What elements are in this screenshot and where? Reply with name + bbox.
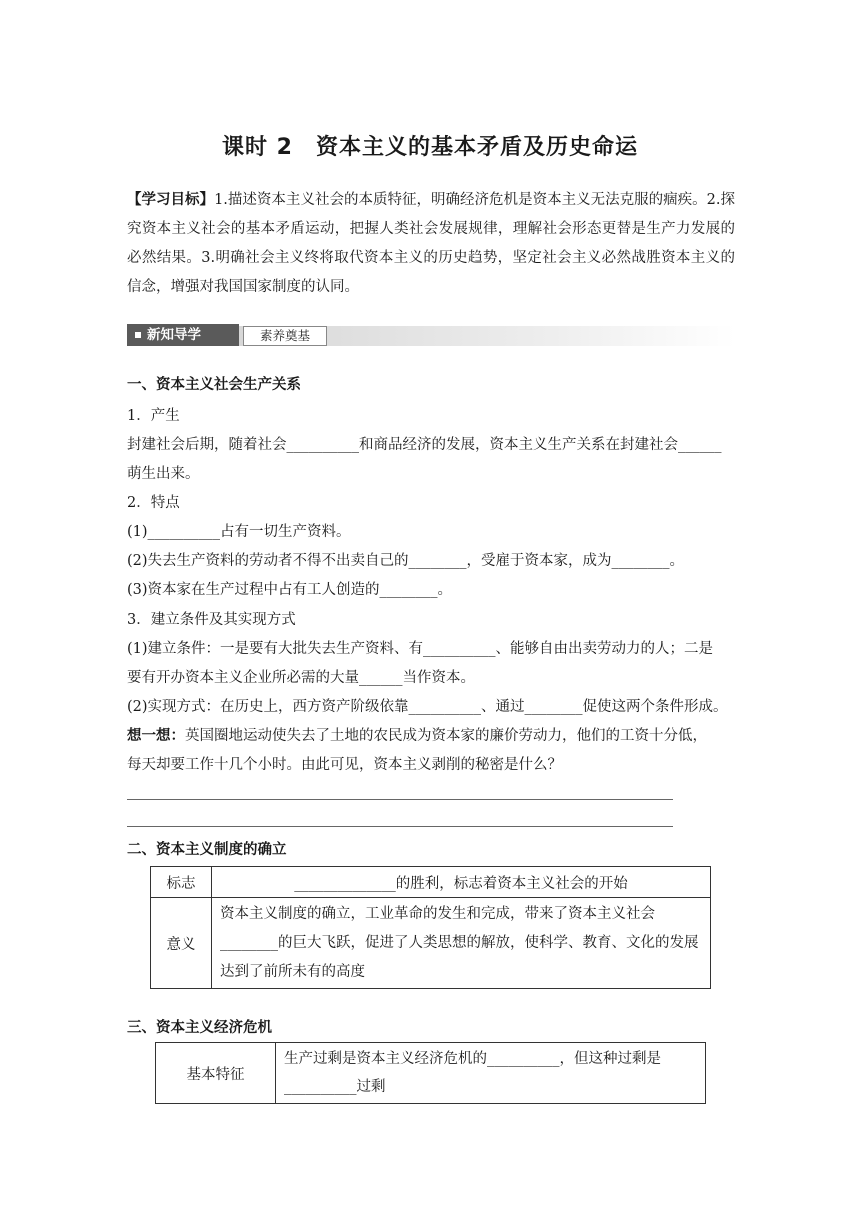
section1-line: (1)建立条件：一是要有大批失去生产资料、有__________、能够自由出卖劳动力的人；二是 [127, 641, 714, 657]
banner-foundation: 素养奠基 [243, 326, 327, 346]
learning-objectives [127, 185, 735, 302]
table-content-cell: ______________的胜利，标志着资本主义社会的开始 [212, 867, 711, 898]
crisis-table [155, 1042, 706, 1104]
objective-text: 1.描述资本主义社会的本质特征，明确经济危机是资本主义无法克服的痼疾。2.探究资本主义社会的基本矛盾运动，把握人类社会发展规律，理解社会形态更替是生产力发展的必然结果。3.明确社会主义终将取代资本主义的历史趋势，坚定社会主义必然战胜资本主义的信念，增强对我国国家制度的认同。 [127, 192, 736, 295]
answer-line [127, 799, 673, 800]
section1-line: 封建社会后期，随着社会__________和商品经济的发展，资本主义生产关系在封建社会______ [127, 437, 722, 453]
banner-dark-label: 新知导学 [147, 327, 201, 343]
section3-heading: 三、资本主义经济危机 [127, 1020, 272, 1036]
banner-new-knowledge [127, 324, 239, 346]
section1-line: 1．产生 [127, 408, 180, 424]
table-row [156, 1043, 706, 1104]
section1-line: (1)__________占有一切生产资料。 [127, 524, 351, 540]
section1-line: (2)实现方式：在历史上，西方资产阶级依靠__________、通过________促使这两个条件形成。 [127, 699, 728, 715]
table-label-cell: 标志 [151, 867, 212, 898]
think-question-line1 [127, 724, 737, 745]
think-text: 英国圈地运动使失去了土地的农民成为资本家的廉价劳动力，他们的工资十分低， [185, 728, 707, 744]
think-question-line2: 每天却要工作十几个小时。由此可见，资本主义剥削的秘密是什么？ [127, 757, 562, 773]
table-label-cell: 意义 [151, 898, 212, 989]
section1-heading: 一、资本主义社会生产关系 [127, 377, 301, 393]
section-banner [127, 322, 735, 348]
objective-label: 【学习目标】 [127, 191, 215, 208]
think-label: 想一想： [127, 727, 185, 744]
establishment-table [150, 866, 711, 989]
section1-line: (3)资本家在生产过程中占有工人创造的________。 [127, 582, 453, 598]
section1-line: 萌生出来。 [127, 466, 200, 482]
table-label-cell: 基本特征 [156, 1043, 276, 1104]
table-row [151, 867, 711, 898]
table-content-cell: 资本主义制度的确立，工业革命的发生和完成，带来了资本主义社会________的巨大飞跃，促进了人类思想的解放，使科学、教育、文化的发展达到了前所未有的高度 [212, 898, 711, 989]
answer-line [127, 826, 673, 827]
table-content-cell: 生产过剩是资本主义经济危机的__________，但这种过剩是__________过剩 [276, 1043, 706, 1104]
section1-line: 2．特点 [127, 495, 180, 511]
square-bullet-icon [135, 332, 141, 338]
section1-line: (2)失去生产资料的劳动者不得不出卖自己的________，受雇于资本家，成为________。 [127, 553, 685, 569]
section1-line: 要有开办资本主义企业所必需的大量______当作资本。 [127, 670, 475, 686]
section1-line: 3．建立条件及其实现方式 [127, 612, 296, 628]
lesson-title: 课时 2 资本主义的基本矛盾及历史命运 [222, 135, 638, 160]
table-row [151, 898, 711, 989]
section2-heading: 二、资本主义制度的确立 [127, 842, 287, 858]
